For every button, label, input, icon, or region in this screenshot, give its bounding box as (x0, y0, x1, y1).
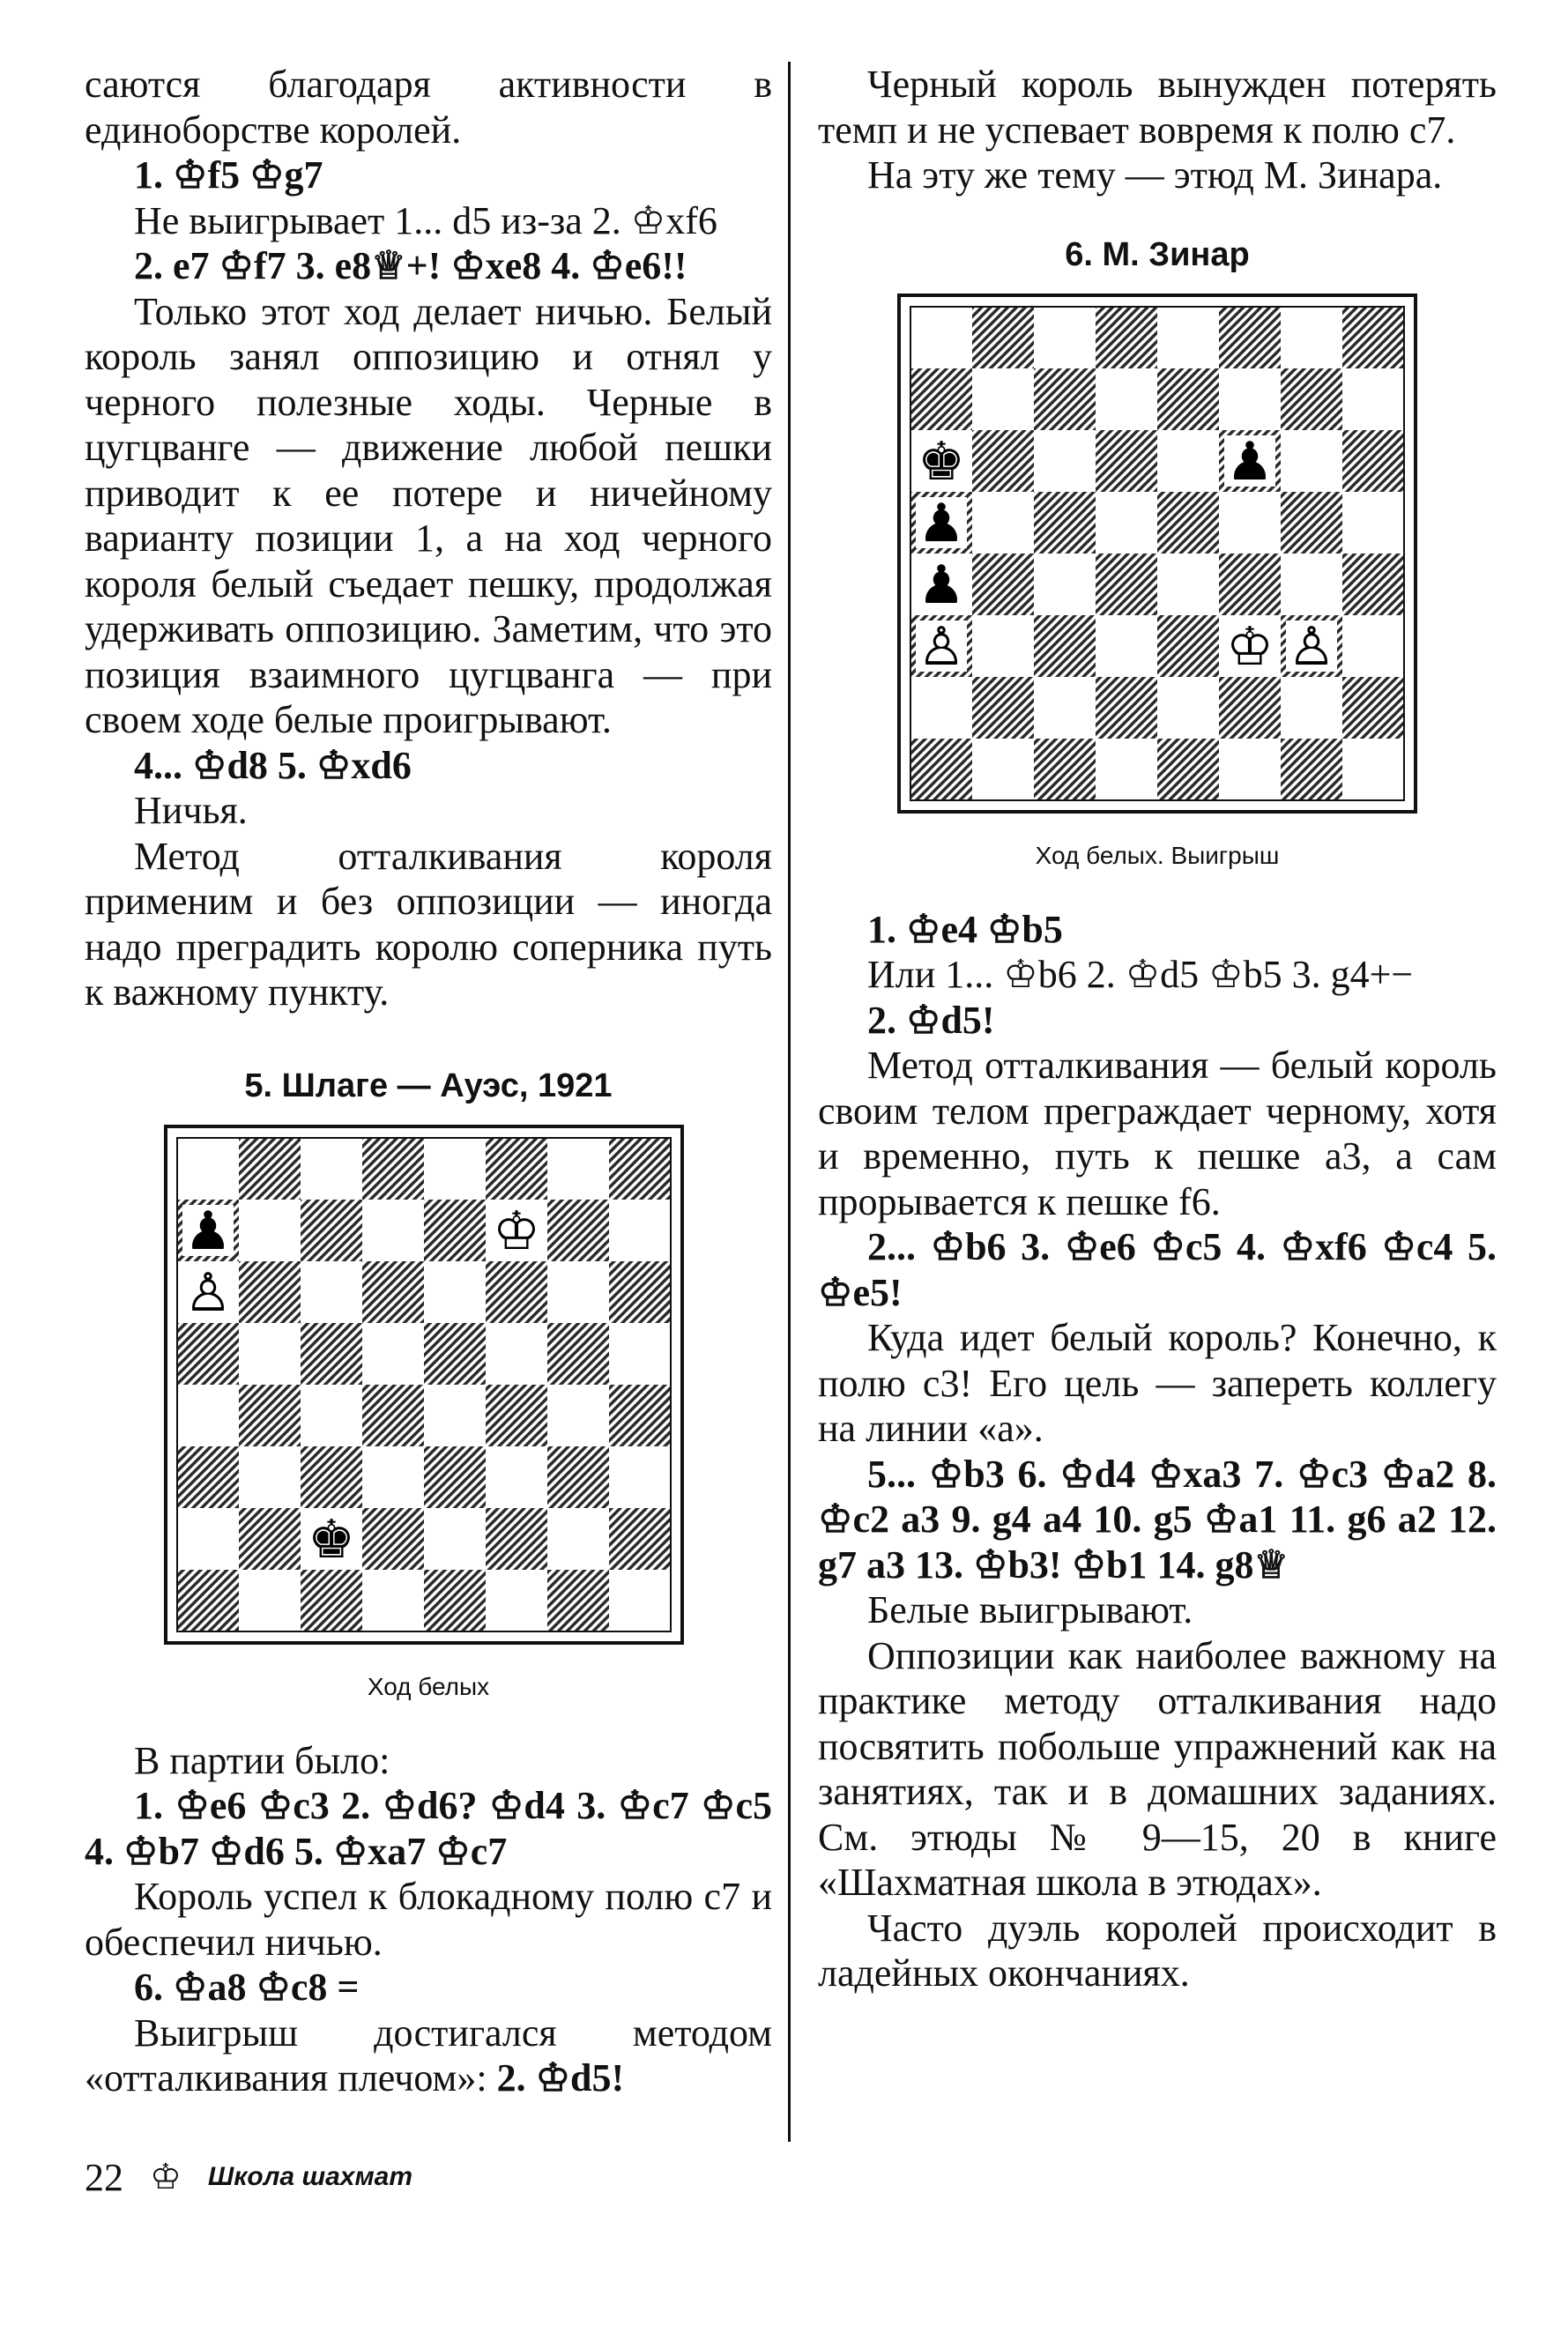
paragraph: Или 1... ♔b6 2. ♔d5 ♔b5 3. g4+− (867, 953, 1414, 996)
black-pawn-f6-icon: ♟ (1226, 430, 1274, 493)
paragraph: В партии было: (134, 1738, 390, 1782)
board-square (1342, 492, 1404, 554)
black-pawn-a7-icon: ♟ (184, 1200, 232, 1262)
board-square (1342, 368, 1404, 430)
board-square (239, 1138, 301, 1200)
move-line: 2. ♔d5! (867, 998, 995, 1042)
board-square (1281, 739, 1342, 800)
board-square (1034, 677, 1096, 739)
white-king-f3-icon: ♔ (1226, 615, 1274, 678)
board-square (239, 1570, 301, 1631)
paragraph: Оппозиции как наиболее важному на практике методу отталкивания надо посвятить побольше упражнений как на занятиях, так и в домашних заданиях. См. этюды № 9—15, 20 в книге «Шахматная школа в этюдах». (818, 1633, 1497, 1904)
black-pawn-a5-icon: ♟ (918, 492, 965, 554)
board-square (1034, 307, 1096, 368)
column-divider (788, 62, 791, 2142)
board-square (424, 1323, 486, 1385)
board-square (486, 1323, 547, 1385)
move-line: 6. ♔a8 ♔c8 = (134, 1966, 360, 2009)
board-square (1219, 677, 1281, 739)
move-line: 1. ♔e6 ♔c3 2. ♔d6? ♔d4 3. ♔c7 ♔c5 4. ♔b7 ♔d6 5. ♔xa7 ♔c7 (85, 1784, 772, 1873)
board-square (301, 1446, 362, 1508)
board-square (177, 1385, 239, 1446)
board-square (1034, 554, 1096, 615)
board-square (1157, 492, 1219, 554)
board-square (1342, 739, 1404, 800)
board-square (609, 1508, 671, 1570)
white-pawn-a3-icon: ♙ (918, 615, 965, 678)
paragraph: Только этот ход делает ничью. Белый король занял оппозицию и отнял у черного полезные ходы. Черные в цугцванге — движение любой пешки приводит к ее потере и ничейному варианту позиции 1, а на ход черного короля белый съедает пешку, продолжая удерживать оппозицию. Заметим, что это позиция взаимного цугцванга — при своем ходе белые проигрывают. (85, 289, 772, 741)
board-square (1034, 368, 1096, 430)
board-square (547, 1138, 609, 1200)
board-square (609, 1323, 671, 1385)
right-column (818, 62, 1497, 1996)
board-square (609, 1200, 671, 1261)
white-pawn-a6-icon: ♙ (184, 1261, 232, 1324)
paragraph: Часто дуэль королей происходит в ладейных окончаниях. (818, 1906, 1497, 1995)
paragraph: Не выигрывает 1... d5 из-за 2. ♔xf6 (134, 198, 717, 242)
board-square (1281, 554, 1342, 615)
paragraph: Черный король вынужден потерять темп и не успевает вовремя к полю с7. (818, 63, 1497, 152)
board-square (1034, 615, 1096, 677)
move-line: 1. ♔e4 ♔b5 (867, 907, 1063, 951)
board-square (547, 1323, 609, 1385)
board-square (910, 677, 972, 739)
board-square (609, 1446, 671, 1508)
king-icon: ♔ (150, 2157, 182, 2197)
paragraph: Белые выигрывают. (867, 1588, 1193, 1631)
board-square (1342, 554, 1404, 615)
move-line: 2. е7 ♔f7 3. е8♕+! ♔xe8 4. ♔e6!! (134, 244, 687, 287)
board-square (1034, 739, 1096, 800)
board-square (486, 1261, 547, 1323)
board-square (972, 554, 1034, 615)
move-line: 1. ♔f5 ♔g7 (134, 153, 323, 197)
board-square (239, 1508, 301, 1570)
move-inline: 2. ♔d5! (496, 2056, 625, 2099)
board-square (1281, 307, 1342, 368)
board-square (547, 1446, 609, 1508)
paragraph: Метод отталкивания — белый король своим телом преграждает черному, хотя и временно, путь к пешке а3, а сам прорывается к пешке f6. (818, 1044, 1497, 1223)
board-square (547, 1261, 609, 1323)
board-square (1219, 368, 1281, 430)
board-square (424, 1508, 486, 1570)
paragraph (85, 2010, 772, 2101)
board-square (972, 307, 1034, 368)
board-square (1034, 430, 1096, 492)
board-square (1342, 307, 1404, 368)
diagram-6-caption: Ход белых. Выигрыш (1035, 841, 1280, 869)
board-square (547, 1570, 609, 1631)
board-square (1096, 615, 1157, 677)
board-square (1157, 368, 1219, 430)
diagram-5-caption: Ход белых (367, 1672, 490, 1700)
board-square (239, 1200, 301, 1261)
board-square (362, 1446, 424, 1508)
paragraph: На эту же тему — этюд М. Зинара. (867, 153, 1443, 197)
board-square (424, 1570, 486, 1631)
board-square (301, 1385, 362, 1446)
board-square (972, 430, 1034, 492)
board-square (1157, 739, 1219, 800)
paragraph: саются благодаря активности в единоборстве королей. (85, 63, 772, 152)
text-span: Выигрыш достигался методом «отталкивания плечом»: (85, 2010, 772, 2099)
move-line: 4... ♔d8 5. ♔xd6 (134, 743, 412, 787)
board-square (424, 1138, 486, 1200)
chess-diagram-5 (164, 1125, 684, 1645)
board-square (177, 1570, 239, 1631)
board-square (1219, 554, 1281, 615)
board-square (609, 1570, 671, 1631)
board-square (424, 1200, 486, 1261)
board-square (239, 1385, 301, 1446)
board-square (972, 739, 1034, 800)
board-square (1096, 677, 1157, 739)
board-square (609, 1138, 671, 1200)
board-square (910, 307, 972, 368)
board-square (1157, 677, 1219, 739)
black-pawn-a4-icon: ♟ (918, 554, 965, 616)
board-square (239, 1261, 301, 1323)
page-footer (85, 2151, 412, 2204)
board-square (1034, 492, 1096, 554)
board-square (362, 1570, 424, 1631)
book-title: Школа шахмат (207, 2162, 413, 2191)
board-square (609, 1261, 671, 1323)
move-line: 5... ♔b3 6. ♔d4 ♔xa3 7. ♔c3 ♔a2 8. ♔c2 a3 9. g4 a4 10. g5 ♔a1 11. g6 a2 12. g7 a3 13. ♔b3! ♔b1 14. g8♕ (818, 1452, 1497, 1587)
board-square (1219, 739, 1281, 800)
board-square (301, 1138, 362, 1200)
white-pawn-g3-icon: ♙ (1288, 615, 1335, 678)
board-square (1096, 739, 1157, 800)
page-number: 22 (85, 2155, 123, 2199)
board-square (424, 1261, 486, 1323)
board-square (972, 368, 1034, 430)
board-square (177, 1138, 239, 1200)
board-square (301, 1261, 362, 1323)
board-square (486, 1570, 547, 1631)
board-square (1157, 554, 1219, 615)
board-square (1096, 430, 1157, 492)
board-square (972, 615, 1034, 677)
board-square (1342, 677, 1404, 739)
board-square (486, 1138, 547, 1200)
board-square (486, 1508, 547, 1570)
board-square (910, 368, 972, 430)
diagram-5-heading: 5. Шлаге — Ауэс, 1921 (244, 1066, 613, 1104)
board-square (1096, 554, 1157, 615)
white-king-f7-icon: ♔ (493, 1200, 540, 1262)
board-square (424, 1446, 486, 1508)
board-square (362, 1261, 424, 1323)
board-square (486, 1446, 547, 1508)
board-square (1281, 430, 1342, 492)
board-square (1096, 368, 1157, 430)
board-square (1157, 615, 1219, 677)
board-square (1096, 307, 1157, 368)
board-square (301, 1570, 362, 1631)
board-square (1219, 492, 1281, 554)
board-square (1281, 492, 1342, 554)
paragraph: Куда идет белый король? Конечно, к полю с3! Его цель — запереть коллегу на линии «а». (818, 1316, 1497, 1450)
board-square (301, 1200, 362, 1261)
black-king-c2-icon: ♚ (308, 1508, 355, 1571)
board-square (239, 1446, 301, 1508)
board-square (362, 1200, 424, 1261)
paragraph: Метод отталкивания короля применим и без оппозиции — иногда надо преградить королю соперника путь к важному пункту. (85, 834, 772, 1014)
board-square (1157, 307, 1219, 368)
board-square (910, 739, 972, 800)
board-square (1342, 430, 1404, 492)
board-square (177, 1508, 239, 1570)
board-square (609, 1385, 671, 1446)
board-square (362, 1138, 424, 1200)
board-square (362, 1323, 424, 1385)
board-square (1096, 492, 1157, 554)
paragraph: Король успел к блокадному полю с7 и обеспечил ничью. (85, 1875, 772, 1964)
board-square (1281, 368, 1342, 430)
move-line: 2... ♔b6 3. ♔e6 ♔c5 4. ♔xf6 ♔c4 5. ♔e5! (818, 1225, 1497, 1314)
board-square (1342, 615, 1404, 677)
left-column (85, 62, 772, 2101)
paragraph: Ничья. (134, 789, 248, 832)
board-square (1157, 430, 1219, 492)
board-square (547, 1200, 609, 1261)
board-square (177, 1446, 239, 1508)
board-square (547, 1385, 609, 1446)
board-square (972, 677, 1034, 739)
board-square (424, 1385, 486, 1446)
board-square (239, 1323, 301, 1385)
black-king-a6-icon: ♚ (918, 430, 965, 493)
board-square (972, 492, 1034, 554)
board-square (301, 1323, 362, 1385)
board-square (1219, 307, 1281, 368)
chess-diagram-6 (897, 294, 1417, 814)
board-square (177, 1323, 239, 1385)
board-square (486, 1385, 547, 1446)
diagram-6-heading: 6. М. Зинар (1065, 235, 1250, 273)
board-square (362, 1385, 424, 1446)
board-square (362, 1508, 424, 1570)
board-square (547, 1508, 609, 1570)
board-square (1281, 677, 1342, 739)
